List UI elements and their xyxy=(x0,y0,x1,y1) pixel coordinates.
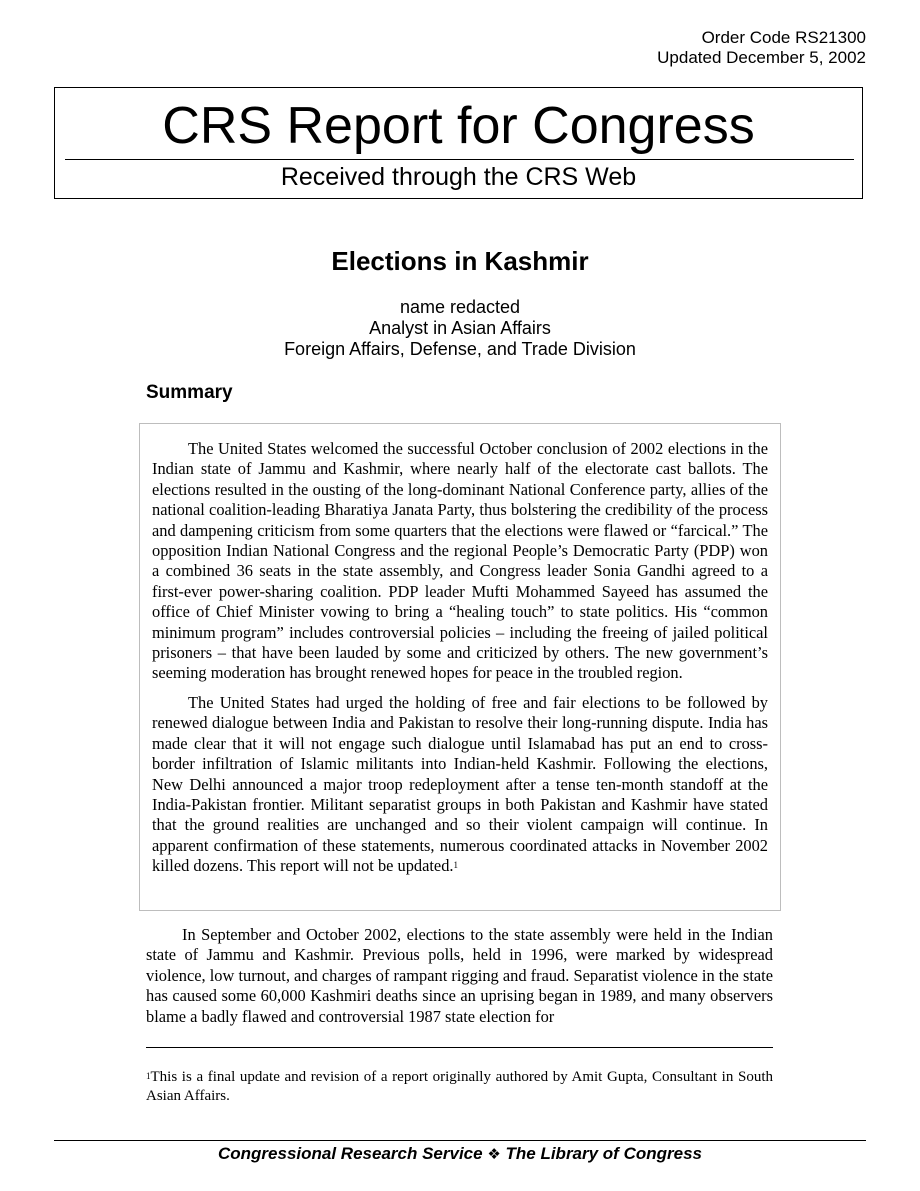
banner-subtitle: Received through the CRS Web xyxy=(280,163,637,191)
order-code: Order Code RS21300 xyxy=(701,28,866,47)
footnote-reference[interactable]: 1 xyxy=(453,860,458,871)
footer-organization: Congressional Research Service xyxy=(218,1144,483,1163)
author-name: name redacted xyxy=(399,297,521,317)
body-text xyxy=(146,925,773,1027)
summary-paragraph-1 xyxy=(152,439,768,684)
summary-paragraph-1-text: The United States welcomed the successful October conclusion of 2002 elections in the Indian state of Jammu and Kashmir, where nearly half of the electorate cast ballots. The elections resulted in the ousting of the long-dominant National Conference party, allies of the national coalition-leading Bharatiya Janata Party, thus bolstering the credibility of the process and dampening criticism from some quarters that the elections were flawed or “farcical.” The opposition Indian National Congress and the regional People’s Democratic Party (PDP) won a combined 36 seats in the state assembly, and Congress leader Sonia Gandhi agreed to a first-ever power-sharing coalition. PDP leader Mufti Mohammed Sayeed has assumed the office of Chief Minister vowing to bring a “healing touch” to state politics. His “common minimum program” includes controversial policies – including the freeing of jailed political prisoners – that have been lauded by some and criticized by others. The new government’s seeming moderation has brought renewed hopes for peace in the troubled region. xyxy=(152,439,768,683)
footnote-text: This is a final update and revision of a report originally authored by Amit Gupta, Consultant in South Asian Affairs. xyxy=(146,1069,773,1104)
footer-library: The Library of Congress xyxy=(505,1144,702,1163)
footer xyxy=(0,1143,920,1165)
updated-date: Updated December 5, 2002 xyxy=(657,48,866,67)
footnote xyxy=(146,1068,773,1106)
order-code-block xyxy=(657,28,866,68)
summary-paragraph-2 xyxy=(152,693,768,877)
footnote-number: 1 xyxy=(146,1071,151,1081)
author-division: Foreign Affairs, Defense, and Trade Division xyxy=(284,339,636,359)
summary-paragraph-2-text: The United States had urged the holding of free and fair elections to be followed by renewed dialogue between India and Pakistan to resolve their long-running dispute. India has made clear that it will not engage such dialogue until Islamabad has put an end to cross-border infiltration of Islamic militants into Indian-held Kashmir. Following the elections, New Delhi announced a major troop redeployment after a tense ten-month standoff at the India-Pakistan frontier. Militant separatist groups in both Pakistan and Kashmir have stated that the ground realities are unchanged and so their violent campaign will continue. In apparent confirmation of these statements, numerous coordinated attacks in November 2002 killed dozens. This report will not be updated. xyxy=(152,692,768,876)
footnote-divider xyxy=(146,1047,773,1048)
body-paragraph-1: In September and October 2002, elections to the state assembly were held in the Indian state of Jammu and Kashmir. Previous polls, held in 1996, were marked by widespread violence, low turnout, and charges of rampant rigging and fraud. Separatist violence in the state has caused some 60,000 Kashmiri deaths since an uprising began in 1989, and many observers blame a badly flawed and controversial 1987 state election for xyxy=(146,925,773,1026)
report-banner xyxy=(54,87,863,199)
diamond-separator-icon: ❖ xyxy=(487,1145,501,1163)
footer-divider xyxy=(54,1140,866,1141)
banner-divider xyxy=(65,159,854,160)
document-title: Elections in Kashmir xyxy=(331,246,589,276)
author-role: Analyst in Asian Affairs xyxy=(369,318,551,338)
banner-title: CRS Report for Congress xyxy=(162,97,755,155)
summary-heading: Summary xyxy=(146,382,233,403)
author-block xyxy=(0,297,920,360)
summary-box xyxy=(139,423,781,911)
